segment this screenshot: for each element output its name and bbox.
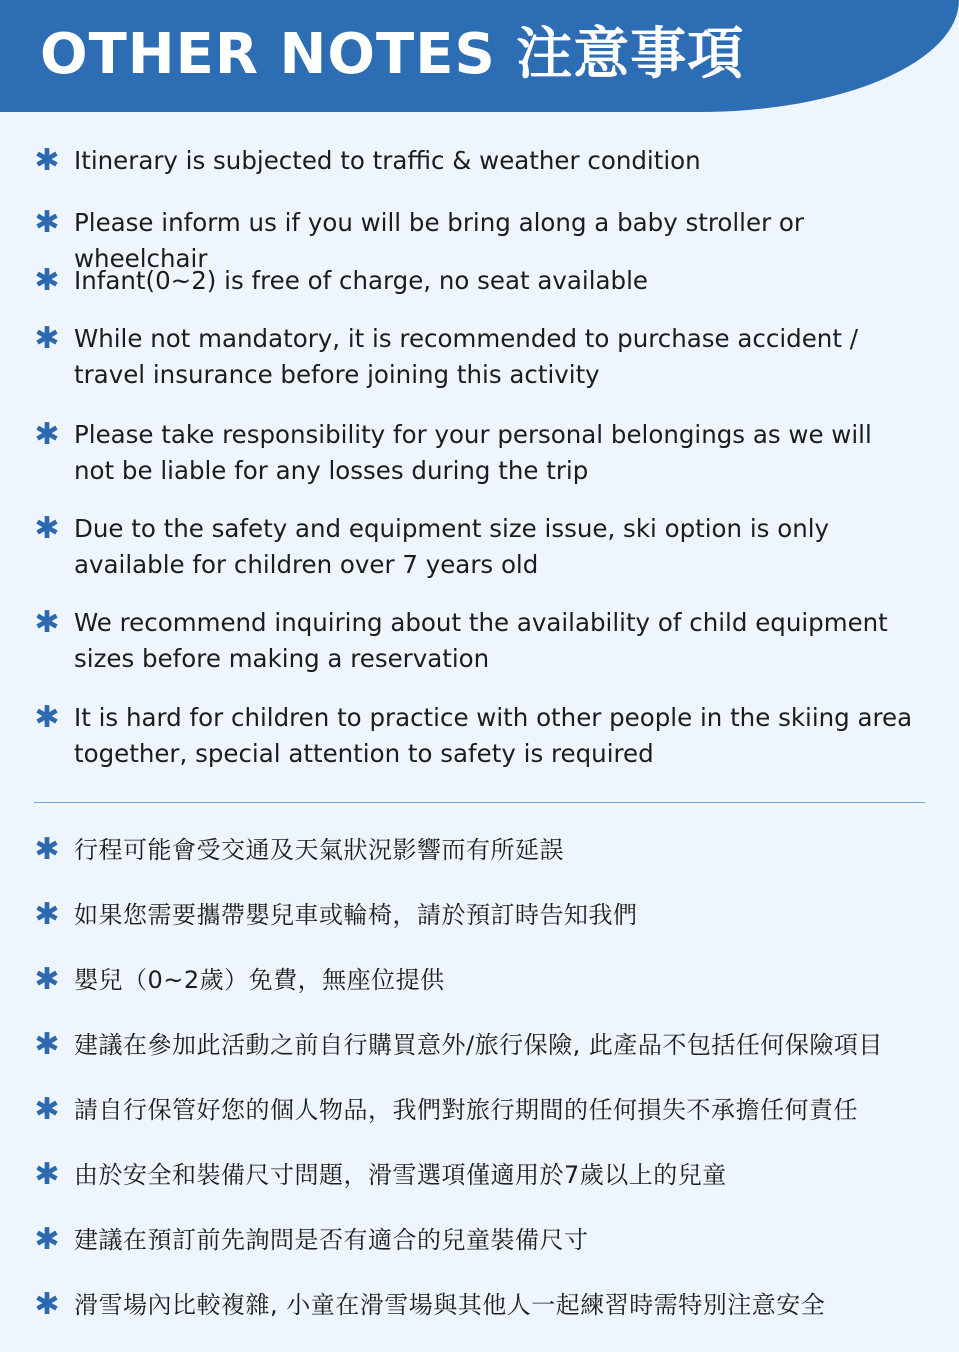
asterisk-icon: ✱ (34, 700, 60, 735)
asterisk-icon: ✱ (34, 1092, 60, 1127)
asterisk-icon: ✱ (34, 962, 60, 997)
asterisk-icon: ✱ (34, 205, 60, 240)
header-banner (0, 0, 959, 112)
note-text: We recommend inquiring about the availability of child equipment sizes before making a reservation (74, 608, 888, 673)
list-item (34, 1092, 919, 1128)
list-item (34, 417, 919, 489)
note-text: 由於安全和裝備尺寸問題，滑雪選項僅適用於7歲以上的兒童 (74, 1161, 727, 1189)
list-item (34, 700, 919, 772)
note-text: 嬰兒（0~2歲）免費，無座位提供 (74, 966, 445, 994)
list-item (34, 832, 919, 868)
list-item (34, 511, 919, 583)
list-item (34, 897, 919, 933)
asterisk-icon: ✱ (34, 897, 60, 932)
page-title: OTHER NOTES 注意事項 (40, 22, 745, 87)
note-text: Infant(0~2) is free of charge, no seat available (74, 266, 648, 295)
asterisk-icon: ✱ (34, 832, 60, 867)
note-text: Please inform us if you will be bring along a baby stroller or wheelchair (74, 208, 804, 273)
asterisk-icon: ✱ (34, 321, 60, 356)
list-item (34, 1157, 919, 1193)
asterisk-icon: ✱ (34, 417, 60, 452)
list-item (34, 1222, 919, 1258)
asterisk-icon: ✱ (34, 1027, 60, 1062)
note-text: 建議在預訂前先詢問是否有適合的兒童裝備尺寸 (74, 1226, 589, 1254)
list-item (34, 1027, 919, 1063)
note-text: Itinerary is subjected to traffic & weather condition (74, 146, 701, 175)
note-text: 請自行保管好您的個人物品，我們對旅行期間的任何損失不承擔任何責任 (74, 1096, 858, 1124)
asterisk-icon: ✱ (34, 511, 60, 546)
note-text: While not mandatory, it is recommended to purchase accident / travel insurance before joining this activity (74, 324, 858, 389)
list-item (34, 263, 919, 299)
note-text: Due to the safety and equipment size issue, ski option is only available for children over 7 years old (74, 514, 830, 579)
list-item (34, 605, 919, 677)
asterisk-icon: ✱ (34, 263, 60, 298)
note-text: 建議在參加此活動之前自行購買意外/旅行保險, 此產品不包括任何保險項目 (74, 1031, 883, 1059)
section-divider (34, 802, 925, 803)
note-text: 滑雪場內比較複雜, 小童在滑雪場與其他人一起練習時需特別注意安全 (74, 1291, 826, 1319)
list-item (34, 1287, 919, 1323)
asterisk-icon: ✱ (34, 1157, 60, 1192)
list-item (34, 143, 919, 179)
list-item (34, 962, 919, 998)
note-text: 如果您需要攜帶嬰兒車或輪椅，請於預訂時告知我們 (74, 901, 638, 929)
asterisk-icon: ✱ (34, 1287, 60, 1322)
note-text: Please take responsibility for your personal belongings as we will not be liable for any losses during the trip (74, 420, 872, 485)
note-text: 行程可能會受交通及天氣狀況影響而有所延誤 (74, 836, 564, 864)
list-item (34, 321, 919, 393)
asterisk-icon: ✱ (34, 143, 60, 178)
note-text: It is hard for children to practice with other people in the skiing area together, special attention to safety is required (74, 703, 913, 768)
asterisk-icon: ✱ (34, 605, 60, 640)
asterisk-icon: ✱ (34, 1222, 60, 1257)
